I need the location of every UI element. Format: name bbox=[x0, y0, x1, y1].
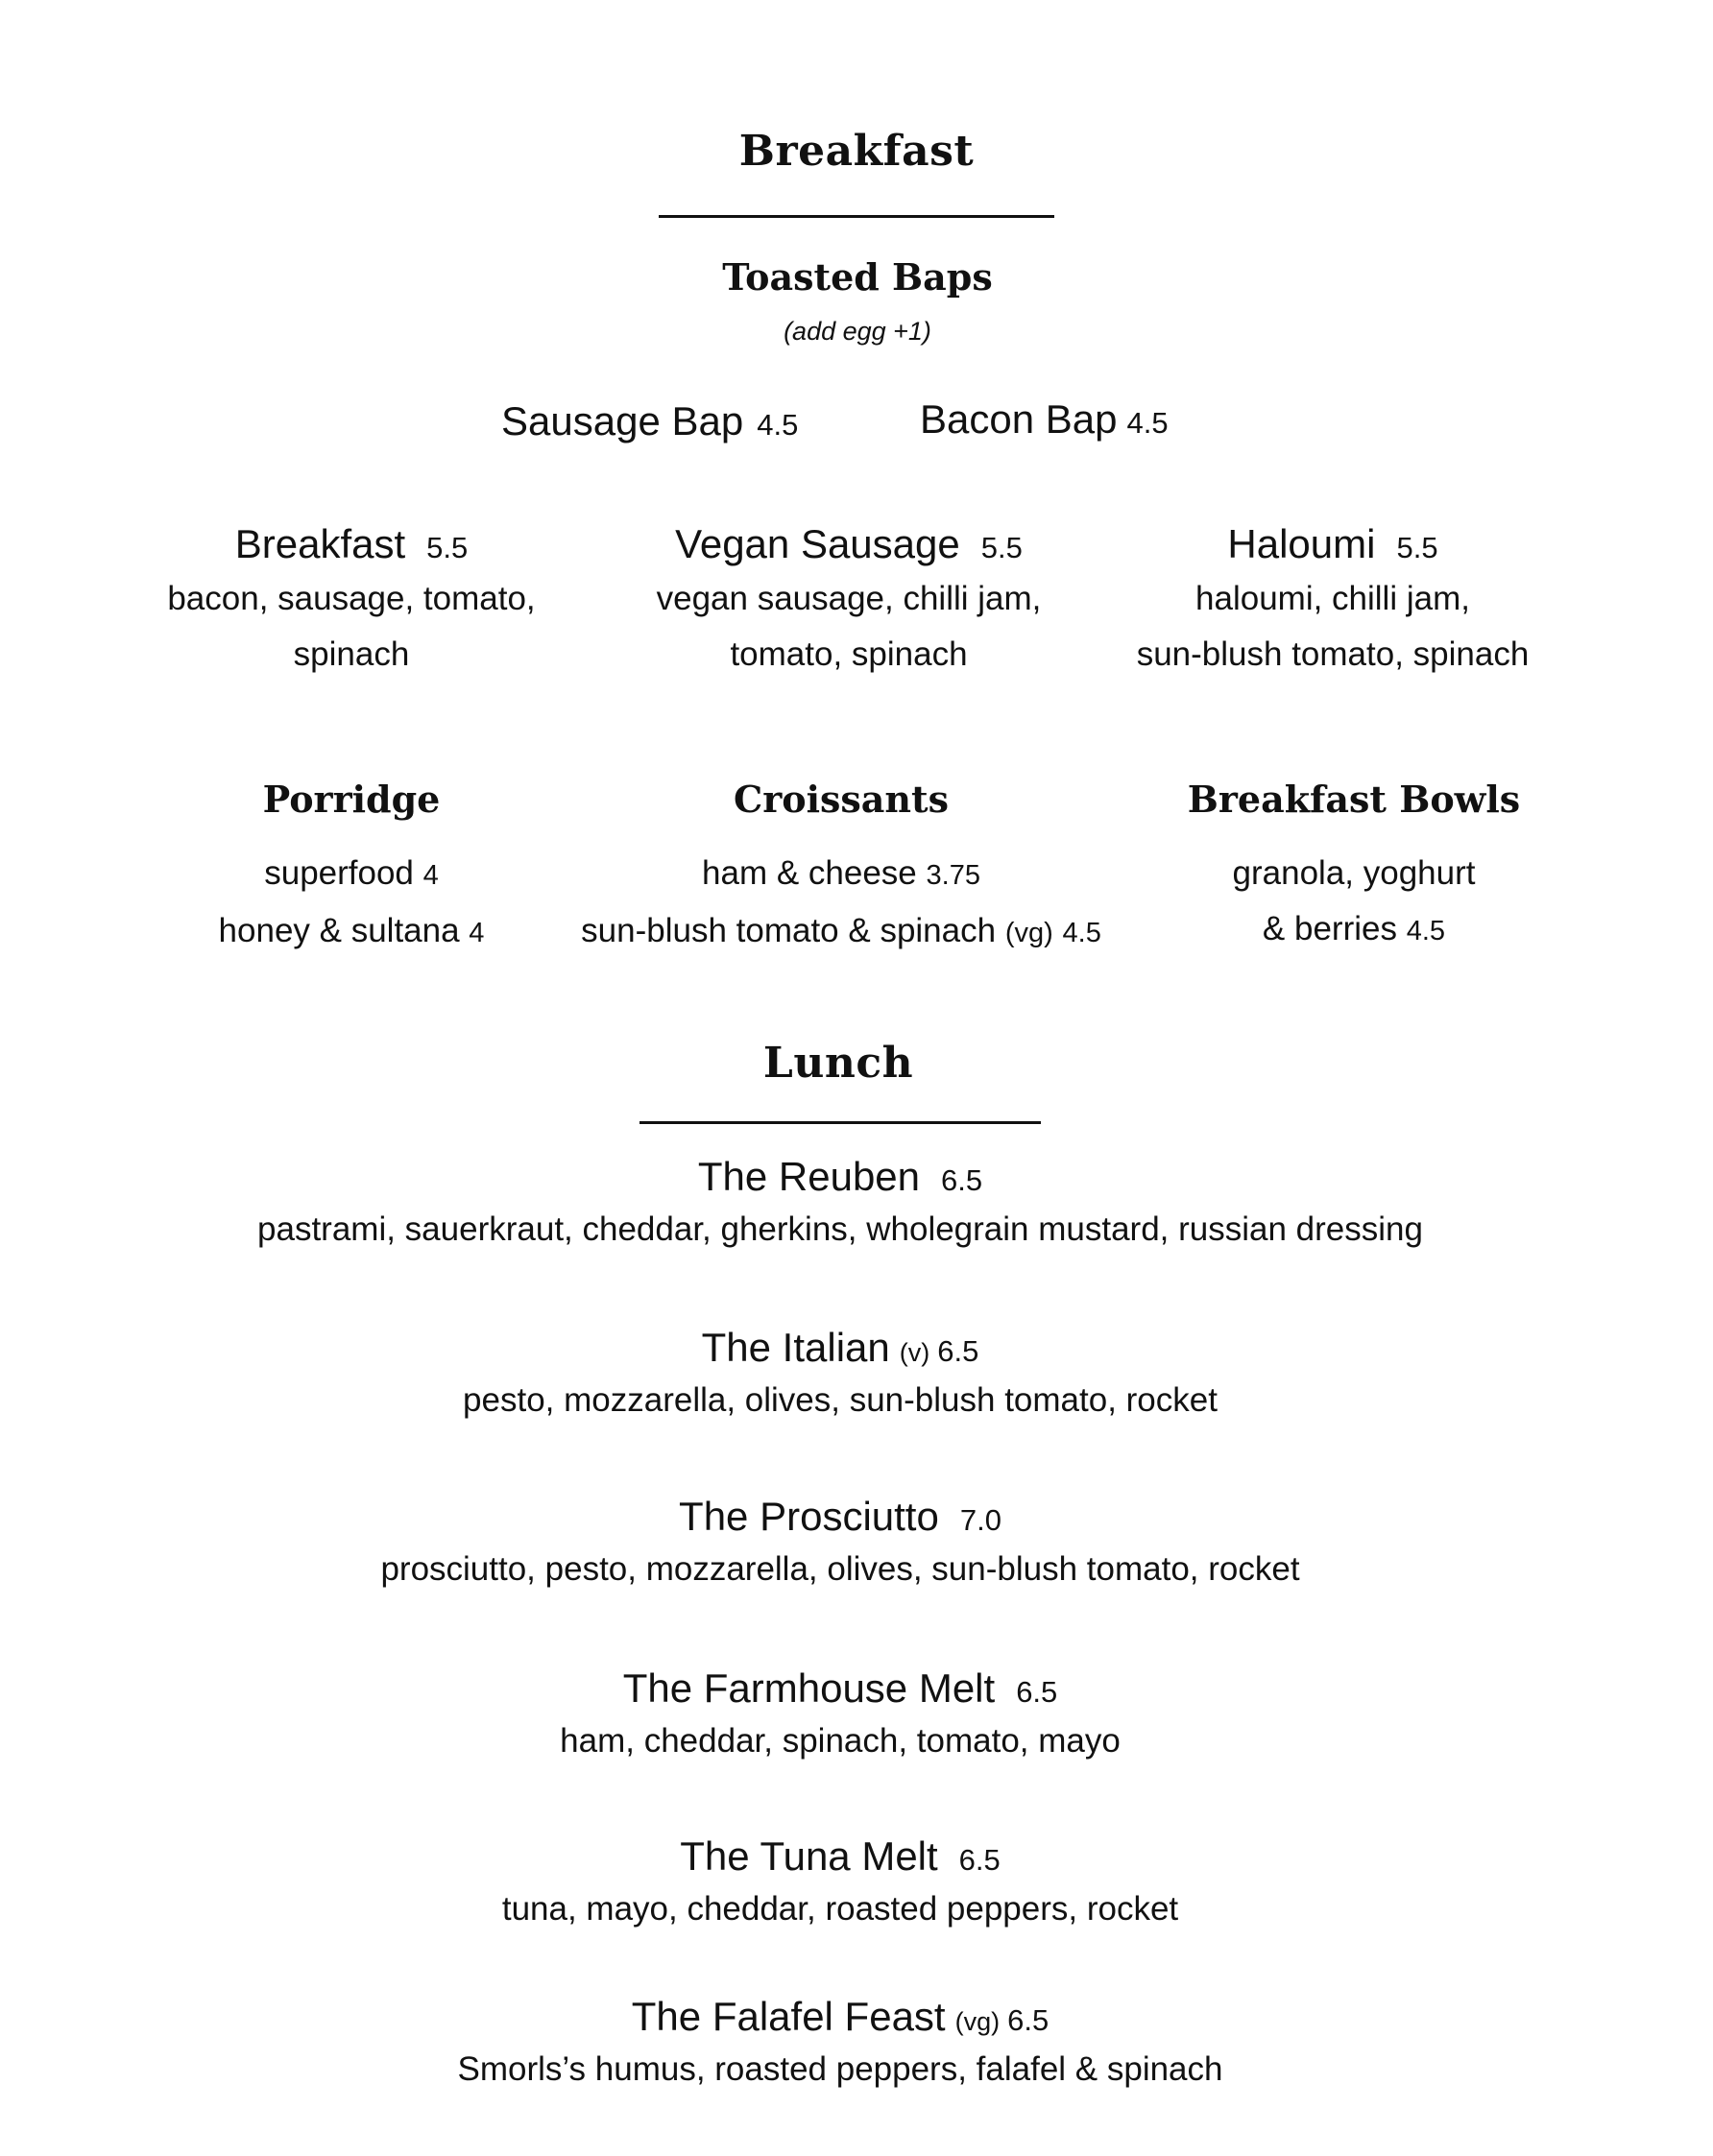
toasted-baps-heading: Toasted Baps bbox=[722, 255, 993, 299]
breakfast-bowls-heading: Breakfast Bowls bbox=[1187, 778, 1521, 821]
item-description: ham, cheddar, spinach, tomato, mayo bbox=[560, 1722, 1121, 1760]
item-price: 4.5 bbox=[757, 408, 799, 442]
lunch-heading: Lunch bbox=[762, 1039, 914, 1088]
item-price: 7.0 bbox=[959, 1503, 1001, 1537]
porridge-section bbox=[219, 778, 485, 961]
porridge-heading: Porridge bbox=[262, 778, 441, 821]
item-name: sun-blush tomato & spinach bbox=[581, 912, 997, 949]
item-name: The Reuben bbox=[697, 1154, 921, 1199]
item-description-line: sun-blush tomato, spinach bbox=[1136, 635, 1530, 673]
bowls-description-text: & berries bbox=[1262, 910, 1397, 947]
item-name: The Italian bbox=[701, 1325, 890, 1370]
item-price: 5.5 bbox=[980, 531, 1023, 564]
breakfast-bowls-section bbox=[1188, 778, 1520, 959]
item-name: Haloumi bbox=[1227, 521, 1376, 566]
item-name: Vegan Sausage bbox=[675, 521, 960, 566]
item-name: Sausage Bap bbox=[501, 398, 744, 443]
menu-item-haloumi bbox=[1137, 521, 1530, 683]
item-description-line: tomato, spinach bbox=[730, 635, 968, 673]
item-name: Bacon Bap bbox=[920, 396, 1118, 442]
item-price: 6.5 bbox=[1007, 2003, 1050, 2037]
menu-item-sausage-bap bbox=[501, 398, 798, 444]
item-description-line: vegan sausage, chilli jam, bbox=[656, 580, 1042, 617]
item-price: 5.5 bbox=[1396, 531, 1438, 564]
item-description: Smorls’s humus, roasted peppers, falafel & spinach bbox=[457, 2050, 1223, 2088]
item-name: The Falafel Feast bbox=[631, 1994, 946, 2039]
item-price: 6.5 bbox=[1016, 1675, 1058, 1709]
item-price: 3.75 bbox=[926, 860, 980, 891]
item-price: 5.5 bbox=[426, 531, 469, 564]
item-name: The Tuna Melt bbox=[680, 1833, 938, 1879]
item-price: 4.5 bbox=[1406, 916, 1446, 946]
menu-item-italian bbox=[463, 1325, 1218, 1428]
item-description: prosciutto, pesto, mozzarella, olives, sun-blush tomato, rocket bbox=[380, 1550, 1300, 1588]
menu-item-superfood bbox=[219, 846, 485, 903]
bowls-description-line: granola, yoghurt bbox=[1232, 854, 1476, 892]
menu-item-tuna-melt bbox=[502, 1833, 1178, 1937]
menu-item-vegan-sausage bbox=[657, 521, 1042, 683]
lunch-divider bbox=[639, 1121, 1041, 1124]
breakfast-heading: Breakfast bbox=[738, 127, 975, 176]
item-name: honey & sultana bbox=[218, 912, 460, 949]
menu-item-bacon-bap bbox=[920, 396, 1169, 443]
menu-item-breakfast bbox=[167, 521, 535, 683]
item-name: The Prosciutto bbox=[679, 1494, 939, 1539]
item-dietary-tag: (vg) bbox=[954, 2007, 1001, 2036]
menu-item-reuben bbox=[257, 1154, 1423, 1258]
item-price: 4.5 bbox=[1126, 406, 1169, 440]
item-price: 6.5 bbox=[941, 1163, 983, 1197]
breakfast-divider bbox=[659, 215, 1054, 218]
item-price: 6.5 bbox=[958, 1843, 1001, 1877]
menu-item-sunblush-spinach bbox=[581, 903, 1101, 961]
croissants-section bbox=[581, 778, 1101, 961]
menu-item-honey-sultana bbox=[219, 903, 485, 961]
item-description-line: spinach bbox=[293, 635, 410, 673]
menu-item-falafel-feast bbox=[458, 1994, 1223, 2097]
item-description: tuna, mayo, cheddar, roasted peppers, rocket bbox=[501, 1890, 1179, 1928]
toasted-baps-note: (add egg +1) bbox=[784, 317, 931, 346]
item-price: 6.5 bbox=[937, 1334, 979, 1368]
croissants-heading: Croissants bbox=[733, 778, 950, 821]
item-price: 4.5 bbox=[1062, 918, 1101, 948]
menu-item-prosciutto bbox=[380, 1494, 1299, 1597]
item-price: 4 bbox=[422, 860, 439, 891]
menu-item-ham-cheese bbox=[581, 846, 1101, 903]
item-description: pesto, mozzarella, olives, sun-blush tomato, rocket bbox=[463, 1381, 1218, 1419]
item-dietary-tag: (vg) bbox=[1004, 918, 1053, 948]
bowls-description-line bbox=[1188, 901, 1520, 959]
item-name: ham & cheese bbox=[702, 854, 917, 892]
item-price: 4 bbox=[469, 918, 485, 948]
item-description: pastrami, sauerkraut, cheddar, gherkins, wholegrain mustard, russian dressing bbox=[257, 1210, 1423, 1248]
item-name: Breakfast bbox=[234, 521, 406, 566]
item-description-line: haloumi, chilli jam, bbox=[1195, 580, 1470, 617]
menu-item-farmhouse-melt bbox=[560, 1665, 1121, 1769]
item-name: The Farmhouse Melt bbox=[622, 1665, 996, 1711]
item-name: superfood bbox=[264, 854, 414, 892]
item-description-line: bacon, sausage, tomato, bbox=[167, 580, 536, 617]
item-dietary-tag: (v) bbox=[899, 1338, 930, 1367]
